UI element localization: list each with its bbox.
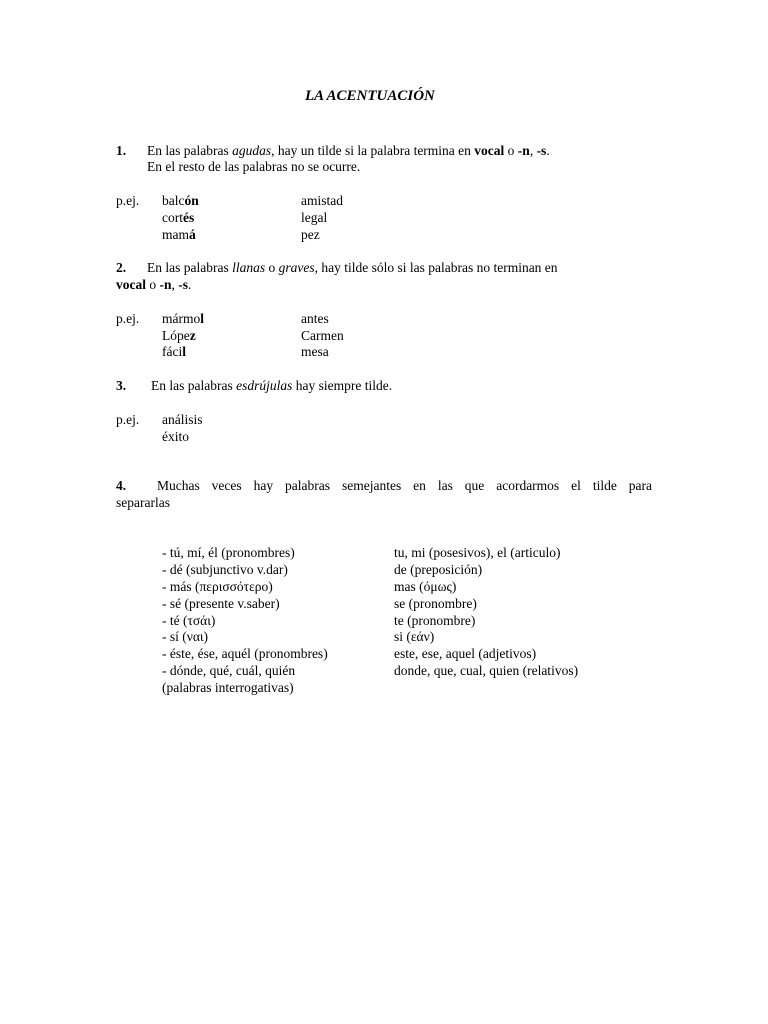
text: cort: [162, 210, 183, 225]
accented-word-item: - tú, mí, él (pronombres): [162, 545, 295, 560]
term-vocal: vocal: [116, 277, 146, 292]
text: balc: [162, 193, 185, 208]
accented-word-item: - sí (ναι): [162, 629, 209, 644]
accented-word-item: (palabras interrogativas): [162, 680, 294, 695]
accented-word-item: - sé (presente v.saber): [162, 596, 280, 611]
rule-2-number: 2.: [116, 260, 127, 275]
text: o: [146, 277, 160, 292]
rule-3-line-1: [151, 377, 392, 394]
text: , hay un tilde si la palabra termina en: [271, 143, 475, 158]
rule-3-pej: p.ej.: [116, 412, 140, 427]
term-n: -n: [517, 143, 530, 158]
text: hay siempre tilde.: [292, 378, 393, 393]
text: .: [546, 143, 550, 158]
unaccented-word-item: tu, mi (posesivos), el (articulo): [394, 545, 561, 560]
rule-2-example-right: Carmen: [301, 328, 344, 343]
stressed-part: l: [200, 311, 205, 326]
rule-2-example-left: [162, 310, 204, 327]
term-graves: graves: [278, 260, 315, 275]
accented-word-item: - dónde, qué, cuál, quién: [162, 663, 296, 678]
rule-2-example-right: antes: [301, 311, 329, 326]
accented-word-item: - más (περισσότερο): [162, 579, 273, 594]
rule-4-text: Muchas veces hay palabras semejantes en las que acordarmos el tilde para: [157, 478, 652, 493]
rule-1-number: 1.: [116, 143, 127, 158]
stressed-part: ón: [184, 193, 199, 208]
text: .: [188, 277, 192, 292]
accented-word-item: - éste, ése, aquél (pronombres): [162, 646, 328, 661]
rule-2-example-left: [162, 327, 196, 344]
text: ,: [529, 143, 537, 158]
accented-word-item: - dé (subjunctivo v.dar): [162, 562, 288, 577]
term-esdrujulas: esdrújulas: [236, 378, 293, 393]
text: En las palabras: [147, 143, 233, 158]
rule-1-example-left: [162, 192, 199, 209]
rule-2-example-right: mesa: [301, 344, 329, 359]
page-title: LA ACENTUACIÓN: [305, 88, 435, 104]
unaccented-word-item: se (pronombre): [394, 596, 477, 611]
rule-2-pej: p.ej.: [116, 311, 140, 326]
unaccented-word-item: este, ese, aquel (adjetivos): [394, 646, 537, 661]
term-agudas: agudas: [232, 143, 272, 158]
rule-3-example: éxito: [162, 429, 189, 444]
rule-2-line-2: [116, 276, 191, 293]
text: o: [265, 260, 279, 275]
rule-3-example: análisis: [162, 412, 203, 427]
rule-2-line-1: [147, 259, 558, 276]
rule-4-text-continued: separarlas: [116, 495, 170, 510]
rule-1-example-right: legal: [301, 210, 328, 225]
rule-1-pej: p.ej.: [116, 193, 140, 208]
unaccented-word-item: si (εάν): [394, 629, 435, 644]
stressed-part: és: [183, 210, 195, 225]
stressed-part: á: [189, 227, 196, 242]
rule-1-line-2: En el resto de las palabras no se ocurre.: [147, 159, 361, 174]
rule-1-example-left: [162, 226, 196, 243]
term-n: -n: [159, 277, 172, 292]
unaccented-word-item: te (pronombre): [394, 613, 476, 628]
text: ,: [171, 277, 179, 292]
stressed-part: l: [182, 344, 186, 359]
text: En las palabras: [147, 260, 233, 275]
rule-4-number: 4.: [116, 478, 127, 493]
text: Lópe: [162, 328, 190, 343]
unaccented-word-item: mas (όμως): [394, 579, 457, 594]
rule-2-example-left: [162, 343, 186, 360]
term-s: -s: [178, 277, 189, 292]
text: mam: [162, 227, 189, 242]
accented-word-item: - té (τσάι): [162, 613, 216, 628]
term-vocal: vocal: [474, 143, 505, 158]
rule-1-example-right: pez: [301, 227, 320, 242]
unaccented-word-item: de (preposición): [394, 562, 483, 577]
rule-1-example-right: amistad: [301, 193, 343, 208]
stressed-part: z: [189, 328, 196, 343]
rule-3-number: 3.: [116, 378, 127, 393]
unaccented-word-item: donde, que, cual, quien (relativos): [394, 663, 579, 678]
text: En las palabras: [151, 378, 237, 393]
text: , hay tilde sólo si las palabras no terminan en: [314, 260, 558, 275]
rule-1-example-left: [162, 209, 194, 226]
text: fáci: [162, 344, 183, 359]
term-llanas: llanas: [232, 260, 266, 275]
text: o: [504, 143, 518, 158]
term-s: -s: [536, 143, 547, 158]
rule-1-line-1: [147, 142, 550, 159]
text: mármo: [162, 311, 201, 326]
